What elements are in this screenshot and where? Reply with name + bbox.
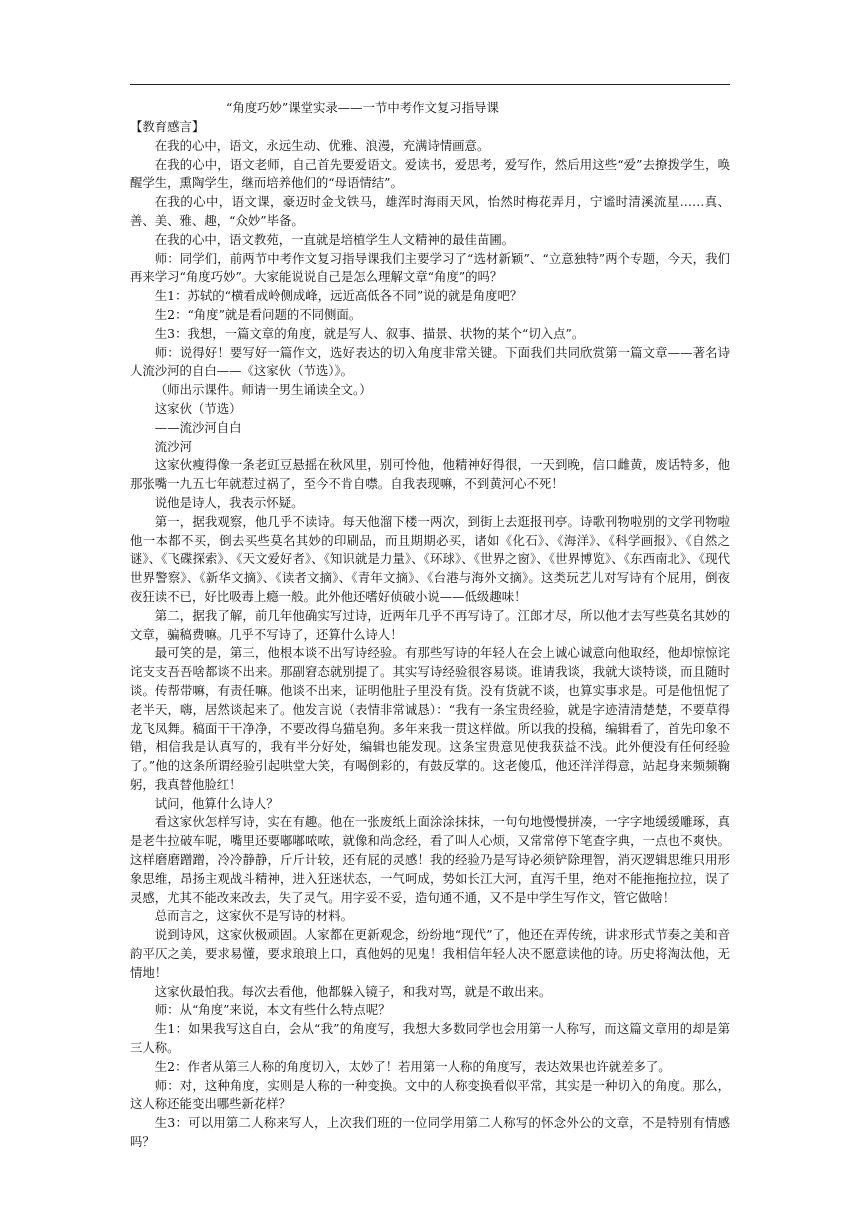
excerpt-author: 流沙河 [154,438,192,454]
header-rule [130,84,730,85]
paragraph: 在我的心中，语文教苑，一直就是培植学生人文精神的最佳苗圃。 [154,231,515,247]
document-body [130,98,730,1152]
paragraph: 在我的心中，语文课，豪迈时金戈铁马，雄浑时海雨天风，怡然时梅花弄月，宁谧时清溪流星……真、善、美、雅、趣，“众妙”毕备。 [130,194,730,228]
paragraph: 说他是诗人，我表示怀疑。 [154,494,304,510]
excerpt-title: 这家伙（节选） [154,400,242,416]
paragraph: 第二，据我了解，前几年他确实写过诗，近两年几乎不再写诗了。江郎才尽，所以他才去写些莫名其妙的文章，骗稿费嘛。几乎不写诗了，还算什么诗人！ [130,607,730,642]
paragraph: 生3：我想，一篇文章的角度，就是写人、叙事、描景、状物的某个“切入点”。 [154,325,585,341]
paragraph: 师：对，这种角度，实则是人称的一种变换。文中的人称变换看似平常，其实是一种切入的角度。那么，这人称还能变出哪些新花样？ [130,1077,730,1112]
paragraph: 这家伙瘦得像一条老豇豆悬摇在秋风里，别可怜他，他精神好得很，一天到晚，信口雌黄，废话特多，他那张嘴一九五七年就惹过祸了，至今不肯自噤。自我表现嘛，不到黄河心不死！ [130,457,730,492]
excerpt-subtitle: ——流沙河自白 [154,419,242,435]
paragraph: 生1：如果我写这自白，会从“我”的角度写，我想大多数同学也会用第一人称写，而这篇文章用的却是第三人称。 [130,1021,730,1056]
paragraph: 生2：“角度”就是看问题的不同侧面。 [154,306,362,322]
paragraph: 试问，他算什么诗人？ [154,795,279,811]
paragraph: 最可笑的是，第三，他根本谈不出写诗经验。有那些写诗的年轻人在会上诚心诚意向他取经，他却惊惊诧诧支支吾吾啥都谈不出来。那副窘态就别提了。其实写诗经验很容易谈。谁请我谈，我就大谈特谈，而且随时谈。传帮带嘛，有责任嘛。他谈不出来，证明他肚子里没有货。没有货就不谈，也算实事求是。可是他忸怩了老半天，嗨，居然谈起来了。他发言说（表情非常诚恳）：“我有一条宝贵经验，就是字迹清清楚楚，不要草得龙飞凤舞。稿面干干净净，不要改得乌猫皂狗。多年来我一贯这样做。所以我的投稿，编辑看了，首先印象不错，相信我是认真写的，我有半分好处，编辑也能发现。这条宝贵意见使我获益不浅。此外便没有任何经验了。”他的这条所谓经验引起哄堂大笑，有喝倒彩的，有鼓反掌的。这老傻瓜，他还洋洋得意，站起身来频频鞠躬，我真替他脸红！ [130,645,730,792]
document-title: “角度巧妙”课堂实录——一节中考作文复习指导课 [226,100,499,115]
paragraph: 生3：可以用第二人称来写人，上次我们班的一位同学用第二人称写的怀念外公的文章，不是特别有情感吗？ [130,1115,730,1150]
paragraph: 第一，据我观察，他几乎不读诗。每天他溜下楼一两次，到街上去逛报刊亭。诗歌刊物啦别的文学刊物啦他一本都不买，倒去买些莫名其妙的印刷品，而且期期必买，诸如《化石》、《海洋》、《科学画报》、《自然之谜》、《飞碟探索》、《天文爱好者》、《知识就是力量》、《环球》、《世界之窗》、《世界博览》、《东西南北》、《现代世界警察》、《新华文摘》、《读者文摘》、《青年文摘》、《台港与海外文摘》。这类玩艺儿对写诗有个屁用，倒夜夜狂读不已，好比吸毒上瘾一般。此外他还嗜好侦破小说——低级趣味！ [130,513,730,604]
paragraph: 看这家伙怎样写诗，实在有趣。他在一张废纸上面涂涂抹抹，一句句地慢慢拼凑，一字字地缓缓雕琢，真是老牛拉破车呢，嘴里还要嘟嘟哝哝，就像和尚念经，看了叫人心烦，又常常停下笔查字典，一点也不爽快。这样磨磨蹭蹭，冷冷静静，斤斤计较，还有屁的灵感！我的经验乃是写诗必须铲除理智，消灭逻辑思维只用形象思维，昂扬主观战斗精神，进入狂迷状态，一气呵成，势如长江大河，直泻千里，绝对不能拖拖拉拉，误了灵感，尤其不能改来改去，失了灵气。用字妥不妥，造句通不通，又不是中学生写作文，管它做啥！ [130,814,730,905]
paragraph: 说到诗风，这家伙极顽固。人家都在更新观念，纷纷地“现代”了，他还在弄传统，讲求形式节奏之美和音韵平仄之美，要求易懂，要求琅琅上口，真他妈的见鬼！我相信年轻人决不愿意读他的诗。历史将淘汰他，无情地！ [130,927,730,980]
paragraph: 师：同学们，前两节中考作文复习指导课我们主要学习了“选材新颖”、“立意独特”两个专题，今天，我们再来学习“角度巧妙”。大家能说说自己是怎么理解文章“角度”的吗？ [130,250,730,285]
paragraph: 生2：作者从第三人称的角度切入，太妙了！若用第一人称的角度写，表达效果也许就差多了。 [154,1058,671,1074]
section-label: 【教育感言】 [130,119,205,134]
paragraph: 总而言之，这家伙不是写诗的材料。 [154,908,354,924]
paragraph: 在我的心中，语文老师，自己首先要爱语文。爱读书，爱思考，爱写作，然后用这些“爱”去撩拨学生，唤醒学生，熏陶学生，继而培养他们的“母语情结”。 [130,156,730,191]
paragraph: 师：说得好！要写好一篇作文，选好表达的切入角度非常关键。下面我们共同欣赏第一篇文章——著名诗人流沙河的自白——《这家伙（节选）》。 [130,344,730,379]
stage-direction: （师出示课件。师请一男生诵读全文。） [154,382,372,398]
paragraph: 在我的心中，语文，永远生动、优雅、浪漫，充满诗情画意。 [154,137,490,153]
paragraph: 这家伙最怕我。每次去看他，他都躲入镜子，和我对骂，就是不敢出来。 [154,983,552,999]
paragraph: 生1：苏轼的“横看成岭侧成峰，远近高低各不同”说的就是角度吧？ [154,288,523,304]
paragraph: 师：从“角度”来说，本文有些什么特点呢？ [154,1002,391,1018]
